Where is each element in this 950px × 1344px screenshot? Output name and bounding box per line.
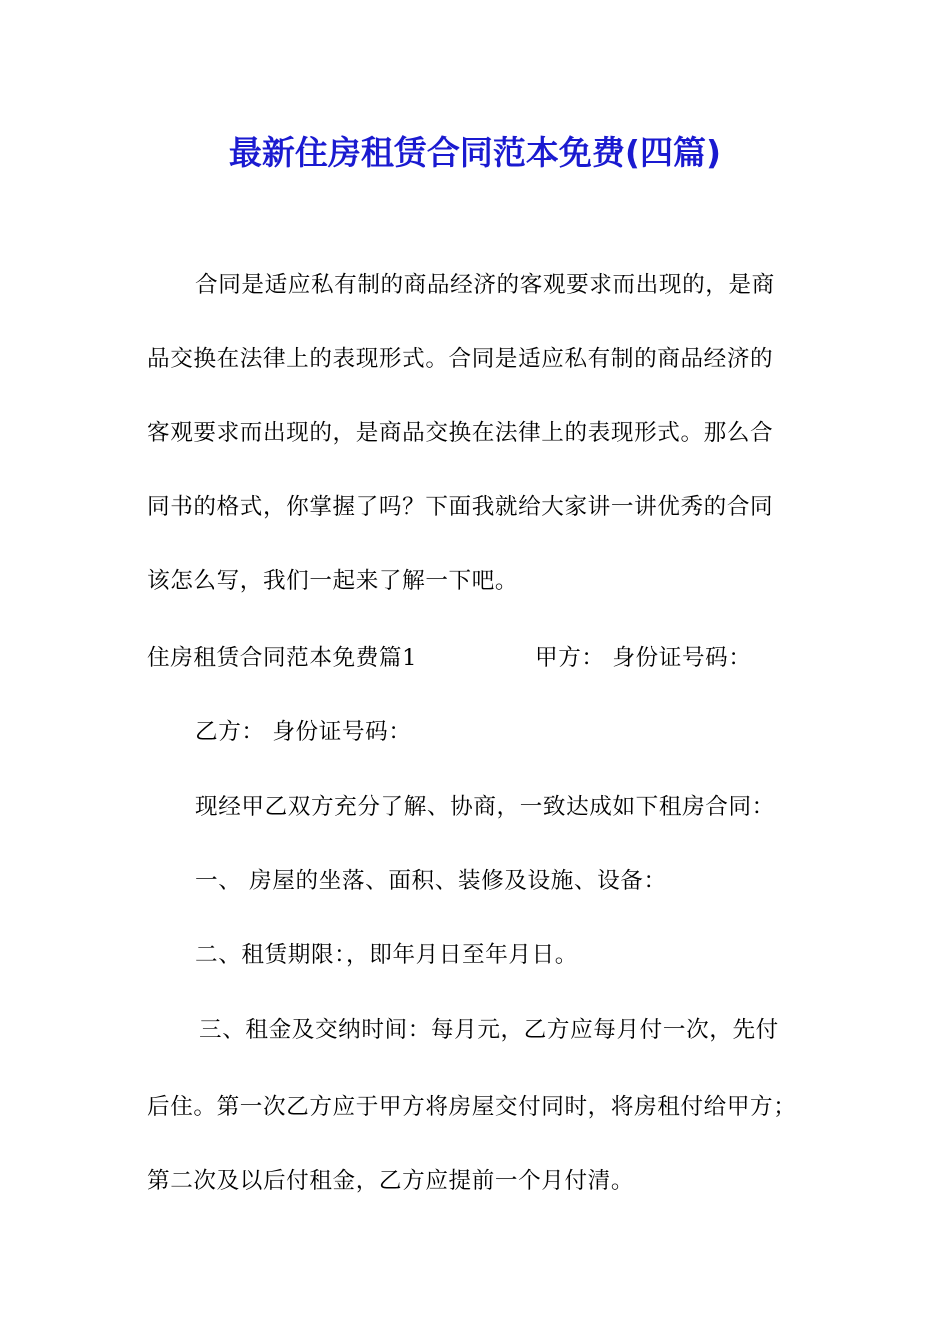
intro-line-4: 同书的格式，你掌握了吗？下面我就给大家讲一讲优秀的合同: [147, 494, 774, 520]
clause-1: 一、 房屋的坐落、面积、装修及设施、设备：: [195, 868, 667, 894]
clause-3-line-2: 后住。第一次乙方应于甲方将房屋交付同时，将房租付给甲方；: [147, 1094, 797, 1120]
clause-3-line-1: 三、租金及交纳时间：每月元，乙方应每月付一次，先付: [199, 1017, 779, 1043]
document-title: 最新住房租赁合同范本免费(四篇): [228, 133, 722, 172]
intro-line-1: 合同是适应私有制的商品经济的客观要求而出现的，是商: [195, 272, 775, 298]
party-a-line: 甲方： 身份证号码：: [535, 645, 752, 671]
intro-line-3: 客观要求而出现的，是商品交换在法律上的表现形式。那么合: [147, 420, 774, 446]
party-b-line: 乙方： 身份证号码：: [195, 719, 412, 745]
clause-3-line-3: 第二次及以后付租金，乙方应提前一个月付清。: [147, 1168, 635, 1194]
intro-line-2: 品交换在法律上的表现形式。合同是适应私有制的商品经济的: [147, 346, 774, 372]
intro-line-5: 该怎么写，我们一起来了解一下吧。: [147, 568, 519, 594]
agreement-line: 现经甲乙双方充分了解、协商，一致达成如下租房合同：: [195, 794, 775, 820]
section-heading: 住房租赁合同范本免费篇1: [147, 645, 418, 671]
clause-2: 二、租赁期限：，即年月日至年月日。: [195, 942, 578, 968]
